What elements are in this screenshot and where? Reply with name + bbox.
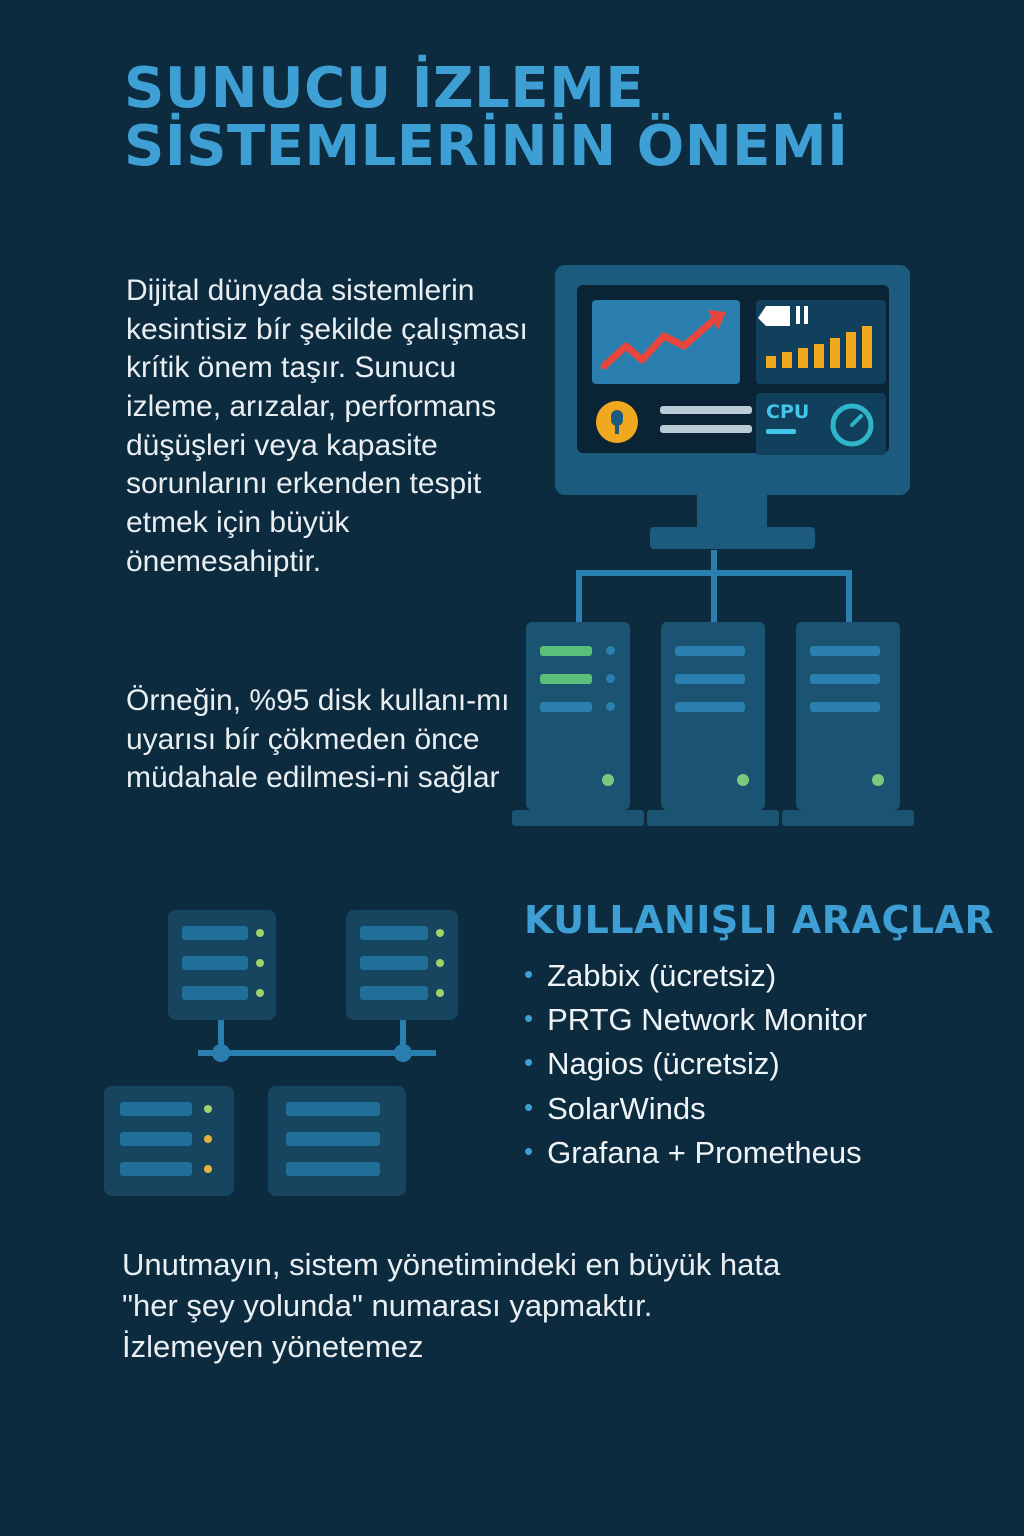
cluster-led-warning — [204, 1165, 212, 1173]
server-foot — [782, 810, 914, 826]
tool-label: PRTG Network Monitor — [547, 1002, 867, 1038]
closing-line-2: "her şey yolunda" numarası yapmaktır. — [122, 1287, 653, 1323]
closing-line-3: İzlemeyen yönetemez — [122, 1328, 424, 1364]
bar-chart-widget — [756, 300, 886, 384]
text-line-1 — [660, 406, 752, 414]
server-slot — [540, 646, 592, 656]
server-indicator — [606, 674, 615, 683]
server-power-led — [737, 774, 749, 786]
server-rack-group — [500, 550, 940, 870]
server-indicator — [606, 702, 615, 711]
cluster-led — [256, 929, 264, 937]
server-cluster-illustration — [100, 900, 500, 1200]
cluster-slot — [182, 926, 248, 940]
cluster-slot — [360, 986, 428, 1000]
server-slot — [810, 702, 880, 712]
trend-line-icon — [592, 300, 740, 384]
cluster-node-top-right — [346, 910, 458, 1020]
intro-paragraph: Dijital dünyada sistemlerin kesintisiz bír şekilde çalışması krítik önem taşır. Sunucu izleme, arızalar, performans düşüşleri veya kapasite sorunlarını erkenden tespit etmek için büyük önemesahiptir. — [126, 274, 528, 578]
tool-label: Grafana + Prometheus — [547, 1134, 862, 1170]
alert-stand — [615, 426, 619, 434]
cluster-led — [256, 989, 264, 997]
cluster-slot — [286, 1162, 380, 1176]
bullet-icon: • — [524, 1003, 534, 1034]
server-unit-2 — [661, 622, 765, 810]
cluster-led-warning — [204, 1135, 212, 1143]
cluster-slot — [360, 926, 428, 940]
closing-line-1: Unutmayın, sistem yönetimindeki en büyük hata — [122, 1247, 781, 1282]
example-paragraph: Örneğin, %95 disk kullanı-mı uyarısı bír çökmeden önce müdahale edilmesi-ni sağlar — [126, 684, 510, 795]
server-power-led — [602, 774, 614, 786]
connector-mid-drop — [711, 570, 717, 622]
alert-glyph — [611, 410, 623, 426]
cluster-slot — [286, 1102, 380, 1116]
server-slot — [540, 674, 592, 684]
server-power-led — [872, 774, 884, 786]
title-line-2: SİSTEMLERİNİN ÖNEMİ — [124, 113, 849, 179]
server-foot — [647, 810, 779, 826]
cluster-led — [436, 989, 444, 997]
server-unit-3 — [796, 622, 900, 810]
server-unit-1 — [526, 622, 630, 810]
server-slot — [810, 674, 880, 684]
cluster-led — [436, 959, 444, 967]
title-line-1: SUNUCU İZLEME — [124, 56, 645, 121]
list-item — [524, 1043, 984, 1084]
cluster-slot — [120, 1162, 192, 1176]
cluster-slot — [286, 1132, 380, 1146]
connector-left-drop — [576, 570, 582, 622]
server-slot — [675, 674, 745, 684]
line-chart-widget — [592, 300, 740, 384]
cluster-node-bottom-right — [268, 1086, 406, 1196]
cluster-node-bottom-left — [104, 1086, 234, 1196]
tool-label: Zabbix (ücretsiz) — [547, 958, 777, 993]
closing-note — [122, 1245, 922, 1368]
cluster-slot — [182, 956, 248, 970]
gauge-icon — [828, 401, 876, 449]
monitor-neck — [697, 495, 767, 527]
cpu-gauge-widget — [756, 393, 886, 455]
bullet-icon: • — [524, 1091, 534, 1122]
monitor-illustration — [520, 265, 940, 555]
bullet-icon: • — [524, 1047, 534, 1078]
server-slot — [675, 702, 745, 712]
cpu-label: CPU — [766, 401, 810, 423]
signal-bars-icon — [756, 300, 886, 384]
cluster-slot — [120, 1132, 192, 1146]
text-line-2 — [660, 425, 752, 433]
cluster-slot — [120, 1102, 192, 1116]
bullet-icon: • — [524, 1135, 534, 1166]
cluster-node-top-left — [168, 910, 276, 1020]
page-title — [124, 56, 944, 179]
cpu-underline — [766, 429, 796, 434]
list-item — [524, 999, 984, 1040]
cluster-led — [436, 929, 444, 937]
list-item — [524, 1088, 984, 1129]
cluster-slot — [360, 956, 428, 970]
server-indicator — [606, 646, 615, 655]
tool-label: SolarWinds — [547, 1090, 706, 1126]
cluster-junction-right — [394, 1044, 412, 1062]
server-slot — [675, 646, 745, 656]
connector-vertical-main — [711, 550, 717, 572]
cluster-led — [256, 959, 264, 967]
monitor-base — [650, 527, 815, 549]
server-slot — [540, 702, 592, 712]
list-item — [524, 1132, 984, 1173]
cluster-junction-left — [212, 1044, 230, 1062]
server-slot — [810, 646, 880, 656]
tool-label: Nagios (ücretsiz) — [547, 1046, 780, 1082]
server-foot — [512, 810, 644, 826]
cluster-led — [204, 1105, 212, 1113]
alert-icon — [596, 401, 638, 443]
list-item — [524, 955, 984, 996]
connector-right-drop — [846, 570, 852, 622]
tools-heading: KULLANIŞLI ARAÇLAR — [524, 898, 995, 942]
bullet-icon: • — [524, 959, 534, 989]
tools-list — [524, 955, 984, 1176]
cluster-slot — [182, 986, 248, 1000]
